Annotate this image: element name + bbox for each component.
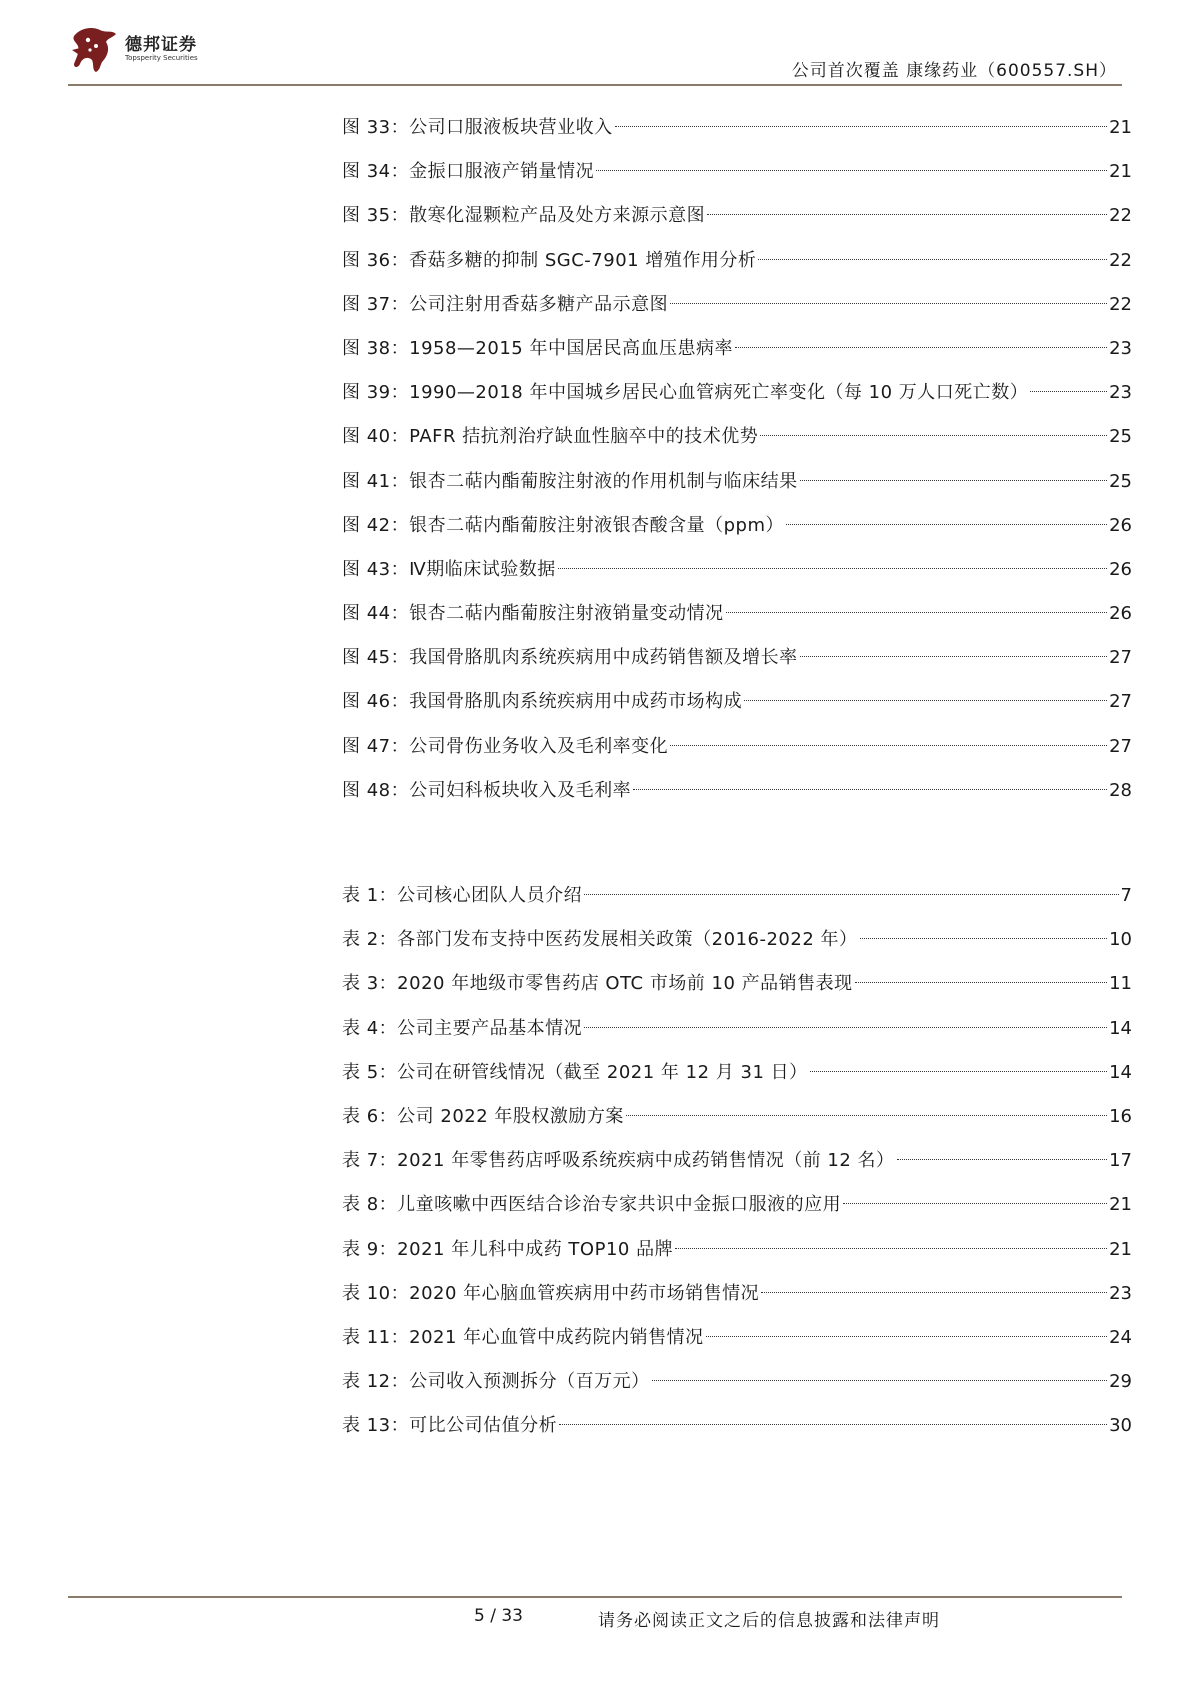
- figure-toc-row[interactable]: [342, 725, 1132, 769]
- toc-entry-page[interactable]: 27: [1109, 691, 1132, 713]
- dot-leader: [786, 524, 1107, 525]
- dot-leader: [633, 789, 1107, 790]
- dot-leader: [843, 1203, 1107, 1204]
- toc-entry-page[interactable]: 30: [1109, 1415, 1132, 1437]
- figure-toc-row[interactable]: [342, 548, 1132, 592]
- dot-leader: [596, 170, 1107, 171]
- dot-leader: [760, 435, 1107, 436]
- dot-leader: [810, 1071, 1107, 1072]
- table-toc-row[interactable]: [342, 1051, 1132, 1095]
- dot-leader: [615, 126, 1107, 127]
- figure-toc-row[interactable]: [342, 415, 1132, 459]
- dot-leader: [626, 1115, 1107, 1116]
- dot-leader: [1030, 391, 1107, 392]
- logo-english-text: Topsperity Securities: [125, 54, 198, 62]
- page-number: 5 / 33: [474, 1606, 523, 1626]
- dot-leader: [584, 894, 1118, 895]
- table-toc-row[interactable]: [342, 918, 1132, 962]
- dot-leader: [726, 612, 1107, 613]
- table-toc-row[interactable]: [342, 1095, 1132, 1139]
- toc-entry-label[interactable]: 图 36：香菇多糖的抑制 SGC-7901 增殖作用分析: [342, 249, 757, 271]
- dot-leader: [675, 1248, 1107, 1249]
- figure-toc-row[interactable]: [342, 239, 1132, 283]
- figure-toc-row[interactable]: [342, 150, 1132, 194]
- toc-entry-page[interactable]: 17: [1109, 1150, 1132, 1172]
- toc-entry-label[interactable]: 图 41：银杏二萜内酯葡胺注射液的作用机制与临床结果: [342, 470, 798, 492]
- figure-toc-row[interactable]: [342, 592, 1132, 636]
- dot-leader: [761, 1292, 1107, 1293]
- toc-entry-label[interactable]: 图 33：公司口服液板块营业收入: [342, 117, 613, 138]
- table-toc-row[interactable]: [342, 874, 1132, 918]
- figure-toc-row[interactable]: [342, 504, 1132, 548]
- figure-toc-row[interactable]: [342, 327, 1132, 371]
- toc-entry-label[interactable]: 图 39：1990—2018 年中国城乡居民心血管病死亡率变化（每 10 万人口死亡数）: [342, 382, 1029, 404]
- header-divider: [68, 84, 1122, 86]
- toc-entry-label[interactable]: 表 12：公司收入预测拆分（百万元）: [342, 1371, 650, 1393]
- toc-entry-label[interactable]: 图 45：我国骨胳肌肉系统疾病用中成药销售额及增长率: [342, 647, 798, 669]
- dot-leader: [735, 347, 1107, 348]
- toc-entry-label[interactable]: 图 34：金振口服液产销量情况: [342, 161, 595, 183]
- table-toc-row[interactable]: [342, 1360, 1132, 1404]
- toc-entry-label[interactable]: 图 48：公司妇科板块收入及毛利率: [342, 779, 632, 801]
- dot-leader: [800, 656, 1107, 657]
- table-toc-row[interactable]: [342, 1183, 1132, 1227]
- toc-entry-label[interactable]: 表 8：儿童咳嗽中西医结合诊治专家共识中金振口服液的应用: [342, 1194, 842, 1216]
- table-toc-row[interactable]: [342, 1404, 1132, 1448]
- figure-toc-row[interactable]: [342, 371, 1132, 415]
- table-toc-row[interactable]: [342, 1139, 1132, 1183]
- footer-divider: [68, 1596, 1122, 1598]
- toc-entry-page[interactable]: 26: [1109, 603, 1132, 625]
- toc-entry-label[interactable]: 表 9：2021 年儿科中成药 TOP10 品牌: [342, 1238, 674, 1260]
- leopard-logo-icon: [70, 24, 118, 74]
- toc-entry-page[interactable]: 25: [1109, 426, 1132, 448]
- toc-entry-label[interactable]: 表 10：2020 年心脑血管疾病用中药市场销售情况: [342, 1282, 760, 1304]
- dot-leader: [670, 745, 1107, 746]
- toc-entry-page[interactable]: 26: [1109, 558, 1132, 580]
- toc-entry-label[interactable]: 表 5：公司在研管线情况（截至 2021 年 12 月 31 日）: [342, 1061, 808, 1083]
- toc-entry-page[interactable]: 25: [1109, 470, 1132, 492]
- toc-entry-page[interactable]: 21: [1109, 161, 1132, 183]
- table-toc-row[interactable]: [342, 1272, 1132, 1316]
- company-logo: [70, 22, 220, 78]
- toc-entry-page[interactable]: 29: [1109, 1371, 1132, 1393]
- toc-entry-page[interactable]: 7: [1120, 885, 1132, 906]
- report-title: 公司首次覆盖 康缘药业（600557.SH）: [791, 61, 1117, 81]
- toc-entry-page[interactable]: 24: [1109, 1326, 1132, 1348]
- toc-entry-label[interactable]: 表 4：公司主要产品基本情况: [342, 1017, 583, 1039]
- toc-entry-label[interactable]: 表 2：各部门发布支持中医药发展相关政策（2016-2022 年）: [342, 929, 858, 951]
- figure-toc-row[interactable]: [342, 769, 1132, 813]
- toc-entry-page[interactable]: 23: [1109, 337, 1132, 359]
- toc-entry-label[interactable]: 图 44：银杏二萜内酯葡胺注射液销量变动情况: [342, 603, 724, 625]
- toc-entry-label[interactable]: 图 47：公司骨伤业务收入及毛利率变化: [342, 735, 669, 757]
- figure-toc-row[interactable]: [342, 194, 1132, 238]
- toc-entry-label[interactable]: 图 35：散寒化湿颗粒产品及处方来源示意图: [342, 205, 706, 227]
- table-toc-row[interactable]: [342, 1228, 1132, 1272]
- toc-entry-label[interactable]: 图 46：我国骨胳肌肉系统疾病用中成药市场构成: [342, 691, 743, 713]
- toc-entry-page[interactable]: 23: [1109, 382, 1132, 404]
- toc-entry-label[interactable]: 图 43：Ⅳ期临床试验数据: [342, 558, 556, 580]
- page-header: [0, 0, 1189, 90]
- toc-entry-label[interactable]: 图 42：银杏二萜内酯葡胺注射液银杏酸含量（ppm）: [342, 514, 785, 536]
- dot-leader: [855, 982, 1107, 983]
- logo-chinese-text: 德邦证券: [125, 35, 197, 55]
- toc-entry-label[interactable]: 表 3：2020 年地级市零售药店 OTC 市场前 10 产品销售表现: [342, 973, 853, 995]
- toc-entry-page[interactable]: 22: [1109, 293, 1132, 315]
- toc-entry-page[interactable]: 27: [1109, 647, 1132, 669]
- toc-entry-page[interactable]: 16: [1109, 1105, 1132, 1127]
- dot-leader: [559, 1424, 1107, 1425]
- figure-toc-row[interactable]: [342, 460, 1132, 504]
- toc-entry-page[interactable]: 22: [1109, 249, 1132, 271]
- dot-leader: [897, 1159, 1108, 1160]
- toc-entry-page[interactable]: 11: [1109, 973, 1132, 995]
- toc-entry-page[interactable]: 26: [1109, 514, 1132, 536]
- toc-entry-label[interactable]: 表 6：公司 2022 年股权激励方案: [342, 1105, 624, 1127]
- toc-entry-page[interactable]: 10: [1109, 929, 1132, 951]
- toc-entry-label[interactable]: 图 37：公司注射用香菇多糖产品示意图: [342, 293, 669, 315]
- tables-toc: [342, 874, 1132, 1448]
- toc-entry-page[interactable]: 23: [1109, 1282, 1132, 1304]
- dot-leader: [670, 303, 1107, 304]
- table-toc-row[interactable]: [342, 1316, 1132, 1360]
- figure-toc-row[interactable]: [342, 283, 1132, 327]
- toc-entry-page[interactable]: 28: [1109, 779, 1132, 801]
- dot-leader: [800, 480, 1107, 481]
- toc-entry-page[interactable]: 27: [1109, 735, 1132, 757]
- toc-entry-label[interactable]: 表 11：2021 年心血管中成药院内销售情况: [342, 1326, 704, 1348]
- dot-leader: [584, 1027, 1107, 1028]
- toc-entry-page[interactable]: 21: [1109, 1238, 1132, 1260]
- toc-entry-page[interactable]: 22: [1109, 205, 1132, 227]
- dot-leader: [744, 700, 1107, 701]
- dot-leader: [706, 1336, 1107, 1337]
- toc-entry-label[interactable]: 表 13：可比公司估值分析: [342, 1415, 558, 1437]
- figure-toc-row[interactable]: [342, 106, 1132, 150]
- table-toc-row[interactable]: [342, 962, 1132, 1006]
- dot-leader: [860, 938, 1108, 939]
- toc-entry-page[interactable]: 21: [1109, 1194, 1132, 1216]
- figures-toc: [342, 106, 1132, 813]
- toc-entry-label[interactable]: 图 38：1958—2015 年中国居民高血压患病率: [342, 337, 733, 359]
- toc-entry-label[interactable]: 表 1：公司核心团队人员介绍: [342, 885, 583, 906]
- toc-entry-label[interactable]: 图 40：PAFR 拮抗剂治疗缺血性脑卒中的技术优势: [342, 426, 759, 448]
- toc-entry-page[interactable]: 14: [1109, 1017, 1132, 1039]
- figure-toc-row[interactable]: [342, 636, 1132, 680]
- dot-leader: [758, 259, 1107, 260]
- toc-entry-label[interactable]: 表 7：2021 年零售药店呼吸系统疾病中成药销售情况（前 12 名）: [342, 1150, 895, 1172]
- dot-leader: [558, 568, 1107, 569]
- table-toc-row[interactable]: [342, 1007, 1132, 1051]
- dot-leader: [652, 1380, 1107, 1381]
- toc-entry-page[interactable]: 21: [1109, 117, 1132, 138]
- dot-leader: [707, 214, 1107, 215]
- toc-entry-page[interactable]: 14: [1109, 1061, 1132, 1083]
- legal-disclaimer: 请务必阅读正文之后的信息披露和法律声明: [598, 1611, 940, 1631]
- figure-toc-row[interactable]: [342, 680, 1132, 724]
